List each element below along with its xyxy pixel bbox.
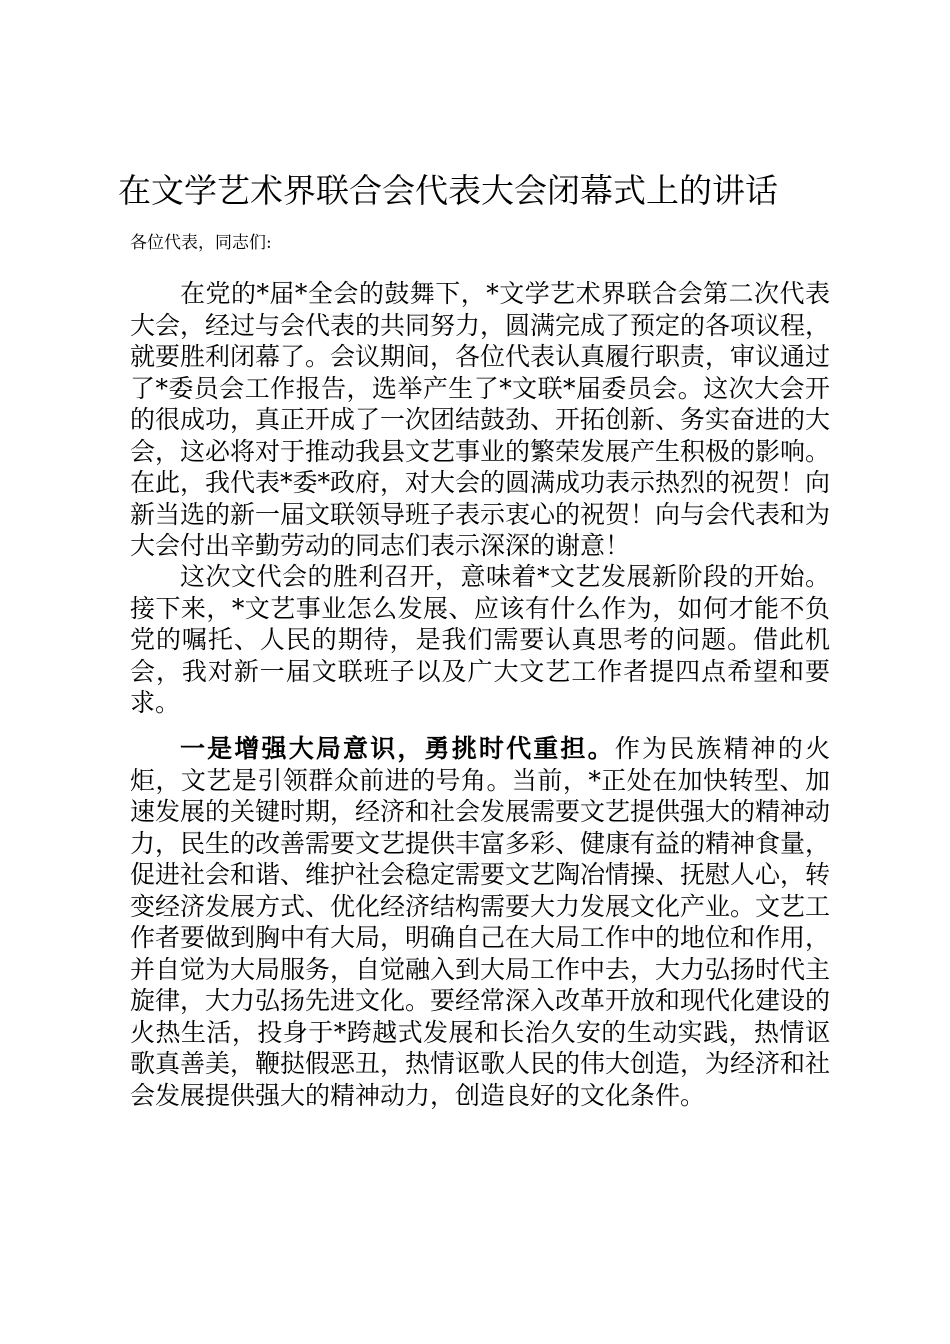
paragraph-1: 在党的*届*全会的鼓舞下，*文学艺术界联合会第二次代表大会，经过与会代表的共同努力，圆满完成了预定的各项议程，就要胜利闭幕了。会议期间，各位代表认真履行职责，审议通过了*委员会工作报告，选举产生了*文联*届委员会。这次大会开的很成功，真正开成了一次团结鼓劲、开拓创新、务实奋进的大会，这必将对于推动我县文艺事业的繁荣发展产生积极的影响。在此，我代表*委*政府，对大会的圆满成功表示热烈的祝贺！向新当选的新一届文联领导班子表示衷心的祝贺！向与会代表和为大会付出辛勤劳动的同志们表示深深的谢意！ [130,279,831,560]
document-title: 在文学艺术界联合会代表大会闭幕式上的讲话 [118,171,778,210]
paragraph-3-lead: 一是增强大局意识，勇挑时代重担。 [180,734,615,763]
salutation: 各位代表，同志们: [130,233,272,253]
paragraph-2: 这次文代会的胜利召开，意味着*文艺发展新阶段的开始。接下来，*文艺事业怎么发展、应该有什么作为，如何才能不负党的嘱托、人民的期待，是我们需要认真思考的问题。借此机会，我对新一届文联班子以及广大文艺工作者提四点希望和要求。 [130,562,830,717]
paragraph-3 [130,733,830,1111]
paragraph-3-text: 作为民族精神的火炬，文艺是引领群众前进的号角。当前，*正处在加快转型、加速发展的关键时期，经济和社会发展需要文艺提供强大的精神动力，民生的改善需要文艺提供丰富多彩、健康有益的精神食量，促进社会和谐、维护社会稳定需要文艺陶冶情操、抚慰人心，转变经济发展方式、优化经济结构需要大力发展文化产业。文艺工作者要做到胸中有大局，明确自己在大局工作中的地位和作用，并自觉为大局服务，自觉融入到大局工作中去，大力弘扬时代主旋律，大力弘扬先进文化。要经常深入改革开放和现代化建设的火热生活，投身于*跨越式发展和长治久安的生动实践，热情讴歌真善美，鞭挞假恶丑，热情讴歌人民的伟大创造，为经济和社会发展提供强大的精神动力，创造良好的文化条件。 [130,734,831,1110]
